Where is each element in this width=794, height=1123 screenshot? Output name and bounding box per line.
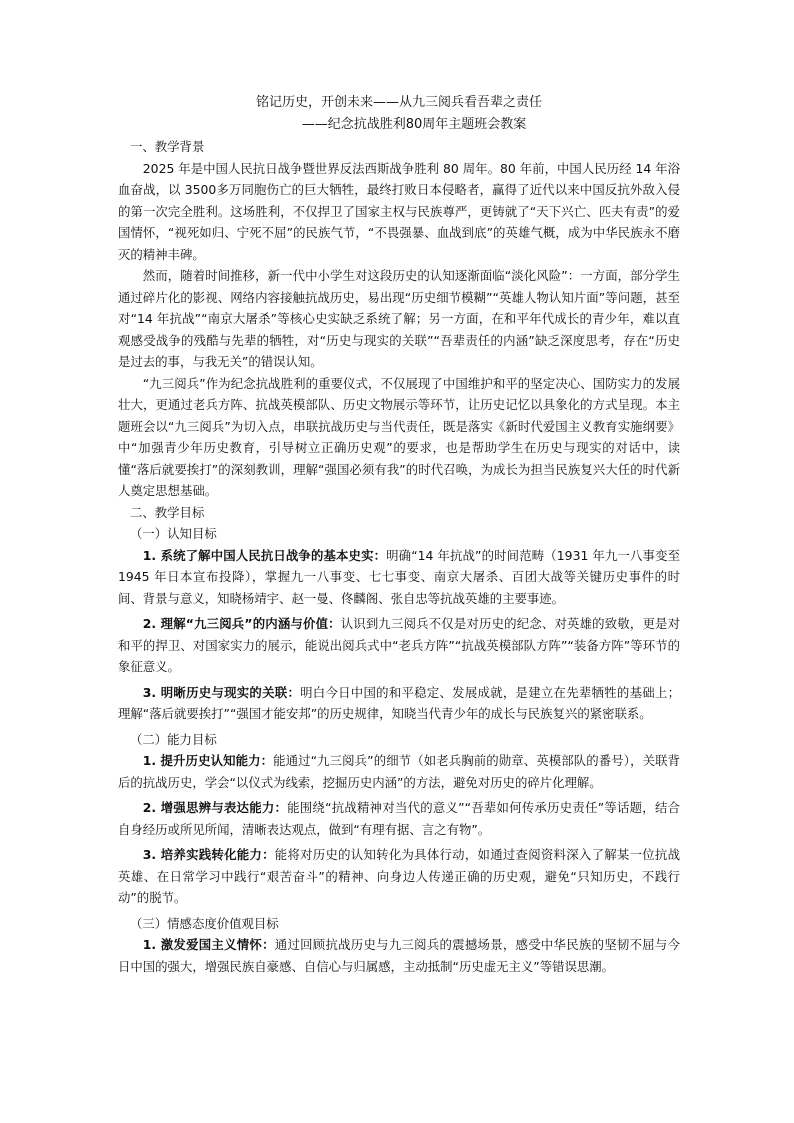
values-item-1 bbox=[118, 934, 680, 977]
cognitive-item-3 bbox=[118, 682, 680, 725]
ability-item-3 bbox=[118, 844, 680, 909]
item-lead: 3. 明晰历史与现实的关联： bbox=[142, 684, 301, 700]
ability-item-2 bbox=[118, 797, 680, 840]
ability-item-1 bbox=[118, 750, 680, 793]
lesson-plan-page bbox=[118, 92, 680, 981]
background-paragraph-3: “九三阅兵”作为纪念抗战胜利的重要仪式，不仅展现了中国维护和平的坚定决心、国防实力的发展壮大，更通过老兵方阵、抗战英模部队、历史文物展示等环节，让历史记忆以具象化的方式呈现。本主题班会以“九三阅兵”为切入点，串联抗战历史与当代责任，既是落实《新时代爱国主义教育实施纲要》中“加强青少年历史教育，引导树立正确历史观”的要求，也是帮助学生在历史与现实的对话中，读懂“落后就要挨打”的深刻教训，理解“强国必须有我”的时代召唤，为成长为担当民族复兴大任的时代新人奠定思想基础。 bbox=[118, 375, 680, 498]
subsection-heading-ability: （二）能力目标 bbox=[130, 731, 217, 747]
item-text: 能围绕“抗战精神对当代的意义”“吾辈如何传承历史责任”等话题，结合自身经历或所见所闻，清晰表达观点，做到“有理有据、言之有物”。 bbox=[118, 800, 680, 837]
cognitive-item-2 bbox=[118, 613, 680, 678]
document-subtitle: ——纪念抗战胜利80周年主题班会教案 bbox=[301, 117, 527, 132]
item-lead: 1. 系统了解中国人民抗日战争的基本史实： bbox=[142, 547, 387, 563]
item-text: 通过回顾抗战历史与九三阅兵的震撼场景，感受中华民族的坚韧不屈与今日中国的强大，增强民族自豪感、自信心与归属感，主动抵制“历史虚无主义”等错误思潮。 bbox=[118, 937, 680, 974]
cognitive-item-1 bbox=[118, 545, 680, 610]
item-text: 能通过“九三阅兵”的细节（如老兵胸前的勋章、英模部队的番号），关联背后的抗战历史，学会“以仪式为线索，挖掘历史内涵”的方法，避免对历史的碎片化理解。 bbox=[118, 753, 680, 790]
item-lead: 1. 提升历史认知能力： bbox=[142, 753, 274, 768]
item-lead: 2. 理解“九三阅兵”的内涵与价值： bbox=[142, 616, 341, 631]
background-paragraph-2: 然而，随着时间推移，新一代中小学生对这段历史的认知逐渐面临“淡化风险”：一方面，部分学生通过碎片化的影视、网络内容接触抗战历史，易出现“历史细节模糊”“英雄人物认知片面”等问题，甚至对“14 年抗战”“南京大屠杀”等核心史实缺乏系统了解；另一方面，在和平年代成长的青少年，难以直观感受战争的残酷与先辈的牺牲，对“历史与现实的关联”“吾辈责任的内涵”缺乏深度思考，存在“历史是过去的事，与我无关”的错误认知。 bbox=[118, 268, 680, 369]
section-heading-background: 一、教学背景 bbox=[130, 139, 205, 154]
item-text: 明确“14 年抗战”的时间范畴（1931 年九一八事变至 1945 年日本宣布投降），掌握九一八事变、七七事变、南京大屠杀、百团大战等关键历史事件的时间、背景与意义，知晓杨靖宇、赵一曼、佟麟阁、张自忠等抗战英雄的主要事迹。 bbox=[118, 547, 680, 606]
item-text: 明白今日中国的和平稳定、发展成就，是建立在先辈牺牲的基础上；理解“落后就要挨打”“强国才能安邦”的历史规律，知晓当代青少年的成长与民族复兴的紧密联系。 bbox=[118, 684, 680, 721]
item-lead: 3. 培养实践转化能力： bbox=[142, 847, 275, 862]
subsection-heading-cognitive: （一）认知目标 bbox=[130, 526, 217, 541]
item-lead: 1. 激发爱国主义情怀： bbox=[142, 937, 275, 952]
item-text: 认识到九三阅兵不仅是对历史的纪念、对英雄的致敬，更是对和平的捍卫、对国家实力的展示，能说出阅兵式中“老兵方阵”“抗战英模部队方阵”“装备方阵”等环节的象征意义。 bbox=[118, 616, 680, 674]
document-title: 铭记历史，开创未来——从九三阅兵看吾辈之责任 bbox=[255, 95, 542, 110]
item-text: 能将对历史的认知转化为具体行动，如通过查阅资料深入了解某一位抗战英雄、在日常学习中践行“艰苦奋斗”的精神、向身边人传递正确的历史观，避免“只知历史，不践行动”的脱节。 bbox=[118, 847, 680, 905]
background-paragraph-1: 2025 年是中国人民抗日战争暨世界反法西斯战争胜利 80 周年。80 年前，中国人民历经 14 年浴血奋战，以 3500多万同胞伤亡的巨大牺牲，最终打败日本侵略者，赢得了近代以来中国反抗外敌入侵的第一次完全胜利。这场胜利，不仅捍卫了国家主权与民族尊严，更铸就了“天下兴亡、匹夫有责”的爱国情怀，“视死如归、宁死不屈”的民族气节，“不畏强暴、血战到底”的英雄气概，成为中华民族永不磨灭的精神丰碑。 bbox=[118, 160, 680, 262]
item-lead: 2. 增强思辨与表达能力： bbox=[142, 800, 288, 815]
subsection-heading-values: （三）情感态度价值观目标 bbox=[130, 915, 279, 931]
section-heading-objectives: 二、教学目标 bbox=[130, 504, 205, 520]
